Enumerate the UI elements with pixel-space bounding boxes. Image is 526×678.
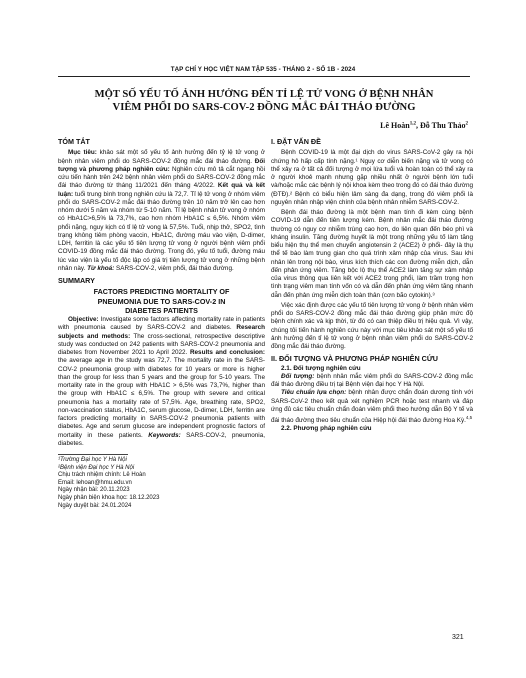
- journal-header: TẠP CHÍ Y HỌC VIỆT NAM TẬP 535 - THÁNG 2 - SỐ 1B - 2024: [170, 66, 356, 73]
- methods-subjects-text: bệnh nhân mắc viêm phổi do SARS-COV-2 đồng mắc đái tháo đường điều trị tại Bệnh viện đại học Y Hà Nội.: [271, 372, 473, 388]
- footnote-received: Ngày nhận bài: 20.11.2023: [58, 487, 130, 494]
- abstract-vi-results: tuổi trung bình trong nghiên cứu là 72,7. Tỉ lệ tử vong ở nhóm viêm phổi do SARS-COV-2 mắc đái tháo đường trên 10 năm trở lên cao hơn nhóm dưới 5 năm và nhóm từ 5-10 năm. Tỉ lệ bệnh nhân tử vong ở nhóm có HbA1C>6,5% là 73,7%, cao hơn nhóm HbA1C ≤ 6,5%. Nhóm viêm phổi nặng, nguy kịch có tỉ lệ tử vong là 57,5%. Tuổi, nhịp thở, SPO2, tình trạng không tiêm phòng vaccin, HbA1C, đường máu vào viện, D-dimer, LDH, ferritin là các yếu tố tiên lượng tử vong ở người bệnh viêm phổi COVID-19 đồng mắc đái tháo đường. Trong đó, yếu tố tuổi, đường máu lúc vào viện là yếu tố độc lập có giá trị tiên lượng tử vong ở những bệnh nhân này.: [58, 190, 265, 272]
- page-number: 321: [452, 634, 464, 641]
- abstract-en-label-objective: Objective:: [68, 316, 99, 323]
- methods-criteria: [271, 389, 473, 425]
- methods-criteria-ref: 4,5: [465, 415, 473, 420]
- title-line-1: MỘT SỐ YẾU TỐ ẢNH HƯỞNG ĐẾN TỈ LỆ TỬ VONG Ở BỆNH NHÂN: [94, 89, 434, 100]
- abstract-en-methods: The cross-sectional, retrospective descriptive study was conducted on 242 patients with SARS-COV-2 pneumonia and diabetes from November 2021 to April 2022.: [58, 332, 265, 356]
- abstract-en-body: [58, 316, 265, 448]
- methods-subjects: [271, 373, 473, 390]
- left-column: [58, 138, 265, 510]
- title-line-2: VIÊM PHỔI DO SARS-COV-2 ĐỒNG MẮC ĐÁI THÁO ĐƯỜNG: [112, 102, 416, 113]
- footnote-email: Email: lehoan@hmu.edu.vn: [58, 479, 132, 486]
- summary-heading: SUMMARY: [58, 276, 95, 285]
- abstract-en-label-keywords: Keywords:: [148, 431, 181, 439]
- footnotes: [58, 457, 265, 510]
- author-sep: ,: [415, 121, 420, 130]
- author-2-affil: 2: [465, 121, 468, 127]
- abstract-vi-heading: TÓM TẮT: [58, 137, 90, 146]
- intro-heading: I. ĐẶT VẤN ĐỀ: [271, 137, 321, 146]
- abstract-en-results: the average age in the study was 72,7. The mortality rate in the SARS-COV-2 pneumonia group with diabetes for 10 years or more is higher than the group for less than 5 years and the group for 5-10 years. The mortality rate in the group with HbA1C > 6,5% was 73,7%, higher than the group with HbA1C ≤ 6,5%. The group with severe and critical pneumonia has a mortality rate of 57,5%. Age, breathing rate, SPO2, non-vaccination status, HbA1C, serum glucose, D-dimer, LDH, ferritin are factors predicting mortality in SARS-COV-2 pneumonia patients with diabetes. Age and serum glucose are independent prognostic factors of mortality in these patients.: [58, 357, 265, 439]
- intro-paragraph-3: Việc xác định được các yếu tố tiên lượng tử vong ở bệnh nhân viêm phổi do SARS-COV-2 đồng mắc đái tháo đường giúp phân mức độ bệnh chính xác và kịp thời, từ đó có can thiệp điều trị hiệu quả. Vì vậy, chúng tôi tiến hành nghiên cứu này với mục tiêu khảo sát một số yếu tố ảnh hưởng đến tỉ lệ tử vong ở bệnh nhân viêm phổi do SARS-COV-2 đồng mắc đái tháo đường.: [271, 301, 473, 350]
- abstract-vi-methods: Nghiên cứu mô tả cắt ngang hồi cứu tiến hành trên 242 bệnh nhân viêm phổi do SARS-COV-2 đồng mắc đái tháo đường từ tháng 11/2021 đến tháng 4/2022.: [58, 165, 265, 190]
- footnote-reviewed: Ngày phản biện khoa học: 18.12.2023: [58, 494, 160, 501]
- footnote-affil-1: ¹Trường Đại học Y Hà Nội: [58, 457, 127, 463]
- abstract-vi-keywords: SARS-COV-2, viêm phổi, đái tháo đường.: [114, 264, 234, 272]
- footnote-rule: [58, 454, 128, 455]
- summary-title-3: DIABETES PATIENTS: [125, 305, 198, 315]
- abstract-vi-objective: khảo sát một số yếu tố ảnh hưởng đến tỷ lệ tử vong ở bệnh nhân viêm phổi do SARS-COV-2 đồng mắc đái tháo đường.: [58, 149, 265, 165]
- abstract-vi-label-keywords: Từ khoá:: [87, 264, 115, 272]
- abstract-en-label-methods: Research subjects and methods:: [58, 324, 265, 340]
- authors: [380, 121, 468, 130]
- abstract-vi-body: [58, 149, 265, 273]
- paper-title: [58, 88, 470, 114]
- summary-title-1: FACTORS PREDICTING MORTALITY OF: [93, 287, 230, 297]
- methods-subheading-2-2: 2.2. Phương pháp nghiên cứu: [281, 425, 372, 433]
- methods-subheading-2-1: 2.1. Đối tượng nghiên cứu: [281, 364, 361, 372]
- abstract-en-objective: Investigate some factors affecting mortality rate in patients with pneumonia caused by SARS-COV-2 and diabetes.: [58, 316, 265, 332]
- methods-label-criteria: Tiêu chuẩn lựa chọn:: [281, 389, 347, 397]
- methods-criteria-text: bệnh nhân được chẩn đoán dương tính với SARS-CoV-2 theo kết quả xét nghiệm PCR hoặc test nhanh và đáp ứng đủ các tiêu chuẩn chẩn đoán viêm phổi theo hướng dẫn Bộ Y tế và đái tháo đường theo tiêu chuẩn của Hiệp hội đái tháo đường Hoa Kỳ.: [271, 389, 473, 425]
- methods-label-subjects: Đối tượng:: [281, 372, 315, 380]
- abstract-vi-label-results: Kết quả và kết luận:: [58, 182, 266, 198]
- abstract-vi-label-methods: Đối tượng và phương pháp nghiên cứu:: [58, 157, 265, 173]
- header-rule: [58, 76, 470, 77]
- author-1: Lê Hoàn: [380, 121, 410, 130]
- abstract-vi-label-objective: Mục tiêu:: [68, 149, 97, 157]
- methods-heading: II. ĐỐI TƯỢNG VÀ PHƯƠNG PHÁP NGHIÊN CỨU: [271, 354, 438, 364]
- footnote-affil-2: ²Bệnh viện Đại học Y Hà Nội: [58, 464, 135, 471]
- abstract-en-keywords: SARS-COV-2, pneumonia, diabetes.: [58, 431, 265, 447]
- abstract-en-label-results: Results and conclusion:: [189, 349, 265, 356]
- footnote-accepted: Ngày duyệt bài: 24.01.2024: [58, 502, 132, 509]
- footnote-corresponding: Chịu trách nhiệm chính: Lê Hoàn: [58, 472, 146, 479]
- intro-paragraph-2: Bệnh đái tháo đường là một bệnh man tính đi kèm cùng bệnh COVID-19 dẫn đến tiên lượng kém. Bệnh nhân mắc đái tháo đường thường có nguy cơ nhiễm trùng cao hơn, do liên quan đến béo phì và kháng insulin. Tăng đường huyết là một trong những yếu tố làm tăng biểu hiện thụ thể men chuyển angiotensin 2 (ACE2) ở phổi- đây là thụ thể tế bào làm trung gian cho quá trình xâm nhập của virus. Sau khi nhân lên trong nội bào, virus kích thích các con đường miễn dịch, dẫn đến phản ứng viêm. Tăng bộc lộ thụ thể ACE2 làm tăng sự xâm nhập của virus thông qua liên kết với ACE2 trong phổi, làm trầm trọng hơn tình trạng viêm man tính vốn có và dẫn đến phản ứng viêm tăng nhanh dẫn đến phản ứng miễn dịch toàn thân (cơn bão cytokin).³: [271, 209, 473, 299]
- intro-paragraph-1: Bệnh COVID-19 là một đại dịch do virus SARS-CoV-2 gây ra hội chứng hô hấp cấp tính nặng.¹ Nguy cơ diễn biến nặng và tử vong có thể xảy ra ở tất cả đối tượng ở mọi lứa tuổi và hoàn toàn có thể xảy ra ở người khoẻ mạnh nhưng gặp nhiều nhất ở người bệnh lớn tuổi và/hoặc mắc các bệnh lý nội khoa kèm theo trong đó có đái tháo đường (ĐTĐ).² Bệnh có biểu hiện lâm sàng đa dạng, trong đó viêm phổi là nguyên nhân nhập viện chính của bệnh nhân nhiễm SARS-COV-2.: [271, 149, 474, 206]
- author-2: Đỗ Thu Thảo: [419, 121, 466, 130]
- summary-title-2: PNEUMONIA DUE TO SARS-COV-2 IN: [97, 296, 226, 306]
- author-1-affil: 1,2: [409, 121, 416, 127]
- right-column: [271, 138, 473, 434]
